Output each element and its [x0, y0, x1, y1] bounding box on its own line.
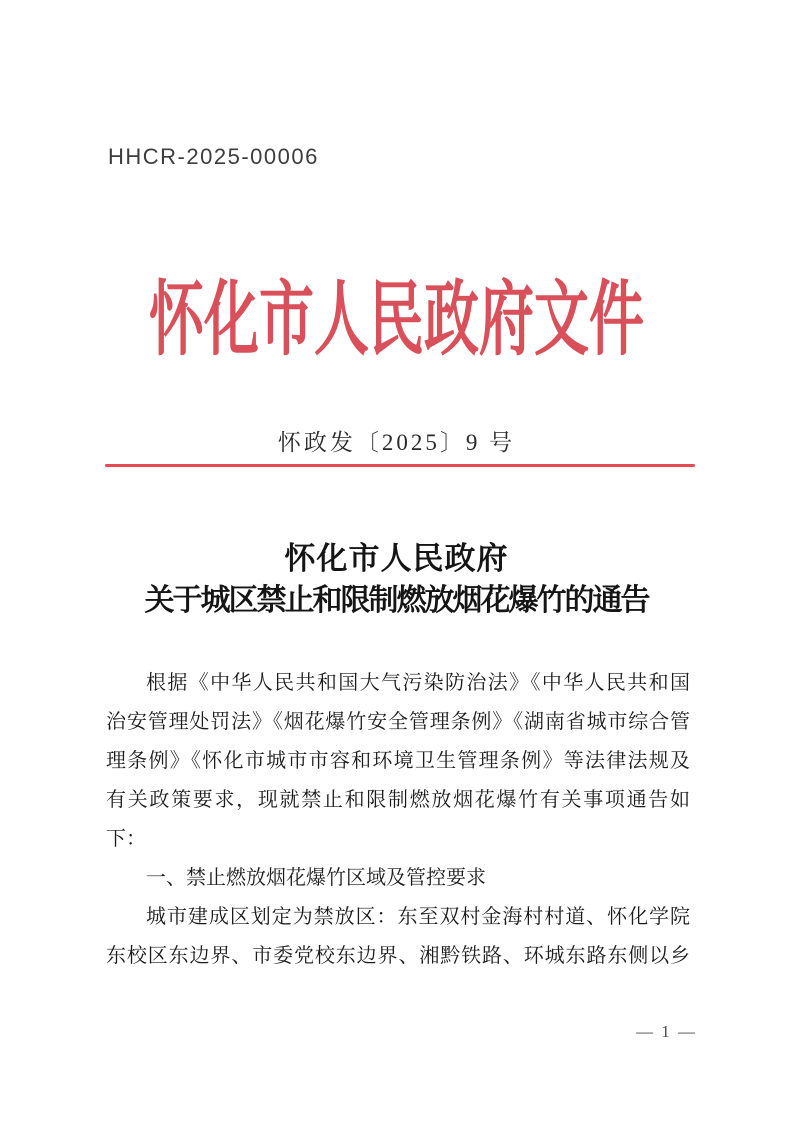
body-line: 有关政策要求，现就禁止和限制燃放烟花爆竹有关事项通告如	[106, 789, 690, 811]
body-paragraphs	[106, 664, 690, 976]
body-line: 治安管理处罚法》《烟花爆竹安全管理条例》《湖南省城市综合管	[106, 711, 690, 733]
issue-number: 怀政发〔2025〕9 号	[277, 430, 516, 455]
body-line: 东校区东边界、市委党校东边界、湘黔铁路、环城东路东侧以乡	[106, 945, 690, 967]
body-line: 根据《中华人民共和国大气污染防治法》《中华人民共和国	[146, 672, 690, 694]
red-letterhead-title: 怀化市人民政府文件	[148, 274, 644, 365]
body-line: 理条例》《怀化市城市市容和环境卫生管理条例》等法律法规及	[106, 750, 690, 772]
document-title	[0, 541, 793, 621]
section-heading: 一、禁止燃放烟花爆竹区域及管控要求	[146, 867, 486, 889]
document-title-line1: 怀化市人民政府	[284, 541, 509, 576]
body-line: 城市建成区划定为禁放区：东至双村金海村村道、怀化学院	[146, 906, 690, 928]
registration-number: HHCR-2025-00006	[108, 144, 319, 169]
page-number: — 1 —	[636, 1022, 697, 1041]
red-divider-rule	[105, 464, 695, 467]
document-title-line2: 关于城区禁止和限制燃放烟花爆竹的通告	[144, 584, 649, 617]
body-line: 下：	[106, 828, 146, 850]
